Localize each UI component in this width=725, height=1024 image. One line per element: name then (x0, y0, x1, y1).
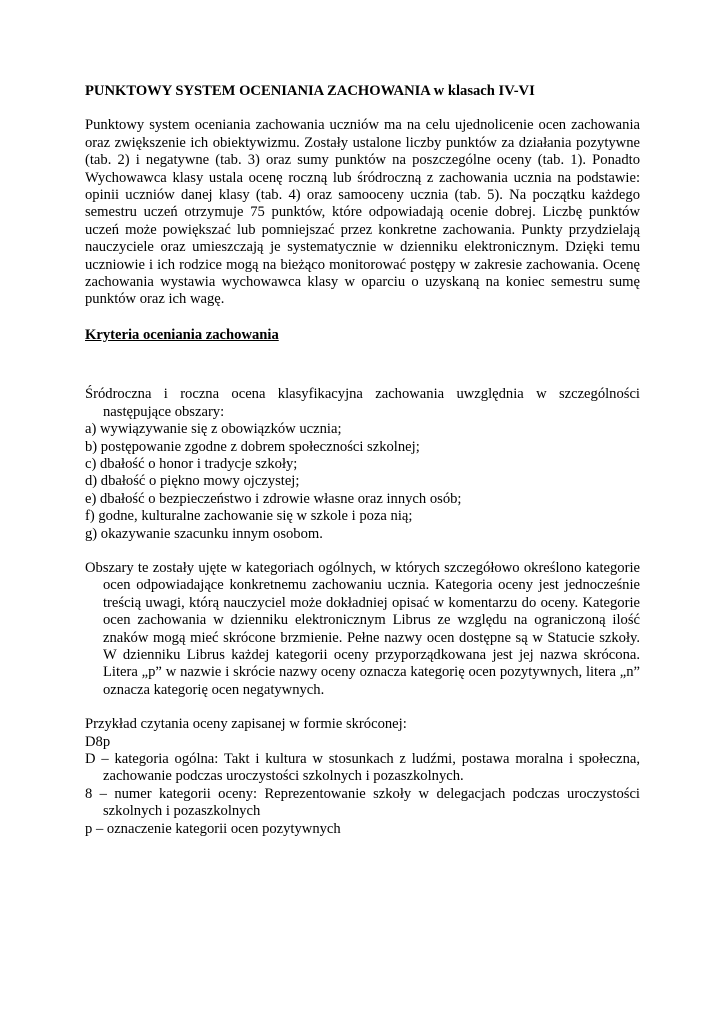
document-body (85, 83, 640, 838)
criteria-heading: Kryteria oceniania zachowania (85, 326, 279, 343)
list-item: e) dbałość o bezpieczeństwo i zdrowie własne oraz innych osób; (85, 490, 462, 507)
example-code: D8p (85, 733, 111, 750)
list-item: f) godne, kulturalne zachowanie się w szkole i poza nią; (85, 508, 413, 525)
example-section (85, 716, 640, 838)
example-item: D – kategoria ogólna: Takt i kultura w stosunkach z ludźmi, postawa moralna i społeczna, zachowanie podczas uroczystości szkolnych i pozaszkolnych. (85, 751, 640, 785)
areas-intro: Śródroczna i roczna ocena klasyfikacyjna zachowania uwzględnia w szczególności następujące obszary: (85, 386, 640, 420)
list-item: d) dbałość o piękno mowy ojczystej; (85, 473, 300, 490)
example-item: p – oznaczenie kategorii ocen pozytywnych (85, 820, 341, 837)
example-item: 8 – numer kategorii oceny: Reprezentowanie szkoły w delegacjach podczas uroczystości szkolnych i pozaszkolnych (85, 785, 640, 820)
list-item: b) postępowanie zgodne z dobrem społeczności szkolnej; (85, 438, 420, 455)
list-item: c) dbałość o honor i tradycje szkoły; (85, 455, 298, 472)
areas-section (85, 386, 640, 543)
document-title: PUNKTOWY SYSTEM OCENIANIA ZACHOWANIA w klasach IV-VI (85, 83, 535, 99)
areas-list (85, 421, 640, 543)
list-item: g) okazywanie szacunku innym osobom. (85, 525, 323, 542)
intro-paragraph: Punktowy system oceniania zachowania uczniów ma na celu ujednolicenie ocen zachowania oraz zwiększenie ich obiektywizmu. Zostały ustalone liczby punktów za działania pozytywne (tab. 2) i negatywne (tab. 3) oraz sumy punktów na poszczególne oceny (tab. 1). Ponadto Wychowawca klasy ustala ocenę roczną lub śródroczną z zachowania ucznia na podstawie: opinii uczniów danej klasy (tab. 4) oraz samooceny ucznia (tab. 5). Na początku każdego semestru uczeń otrzymuje 75 punktów, które odpowiadają ocenie dobrej. Liczbę punktów uczeń może powiększać lub pomniejszać przez konkretne zachowania. Punkty przydzielają nauczyciele oraz umieszczają je systematycznie w dzienniku elektronicznym. Dzięki temu uczniowie i ich rodzice mogą na bieżąco monitorować postępy w zakresie zachowania. Ocenę zachowania wystawia wychowawca klasy w oparciu o uzyskaną na koniec semestru sumę punktów oraz ich wagę. (85, 117, 640, 308)
categories-paragraph: Obszary te zostały ujęte w kategoriach ogólnych, w których szczegółowo określono kategorie ocen odpowiadające konkretnemu zachowaniu ucznia. Kategoria oceny jest jednocześnie treścią uwagi, którą nauczyciel może dokładniej opisać w komentarzu do oceny. Kategorie ocen zachowania w dzienniku elektronicznym Librus ze względu na ograniczoną ilość znaków mogą mieć skrócone brzmienie. Pełne nazwy ocen dostępne są w Statucie szkoły. W dzienniku Librus każdej kategorii oceny przyporządkowana jest jej nazwa skrócona. Litera „p” w nazwie i skrócie nazwy oceny oznacza kategorię ocen pozytywnych, litera „n” oznacza kategorię ocen negatywnych. (85, 559, 640, 698)
example-intro: Przykład czytania oceny zapisanej w formie skróconej: (85, 716, 407, 733)
list-item: a) wywiązywanie się z obowiązków ucznia; (85, 421, 342, 438)
